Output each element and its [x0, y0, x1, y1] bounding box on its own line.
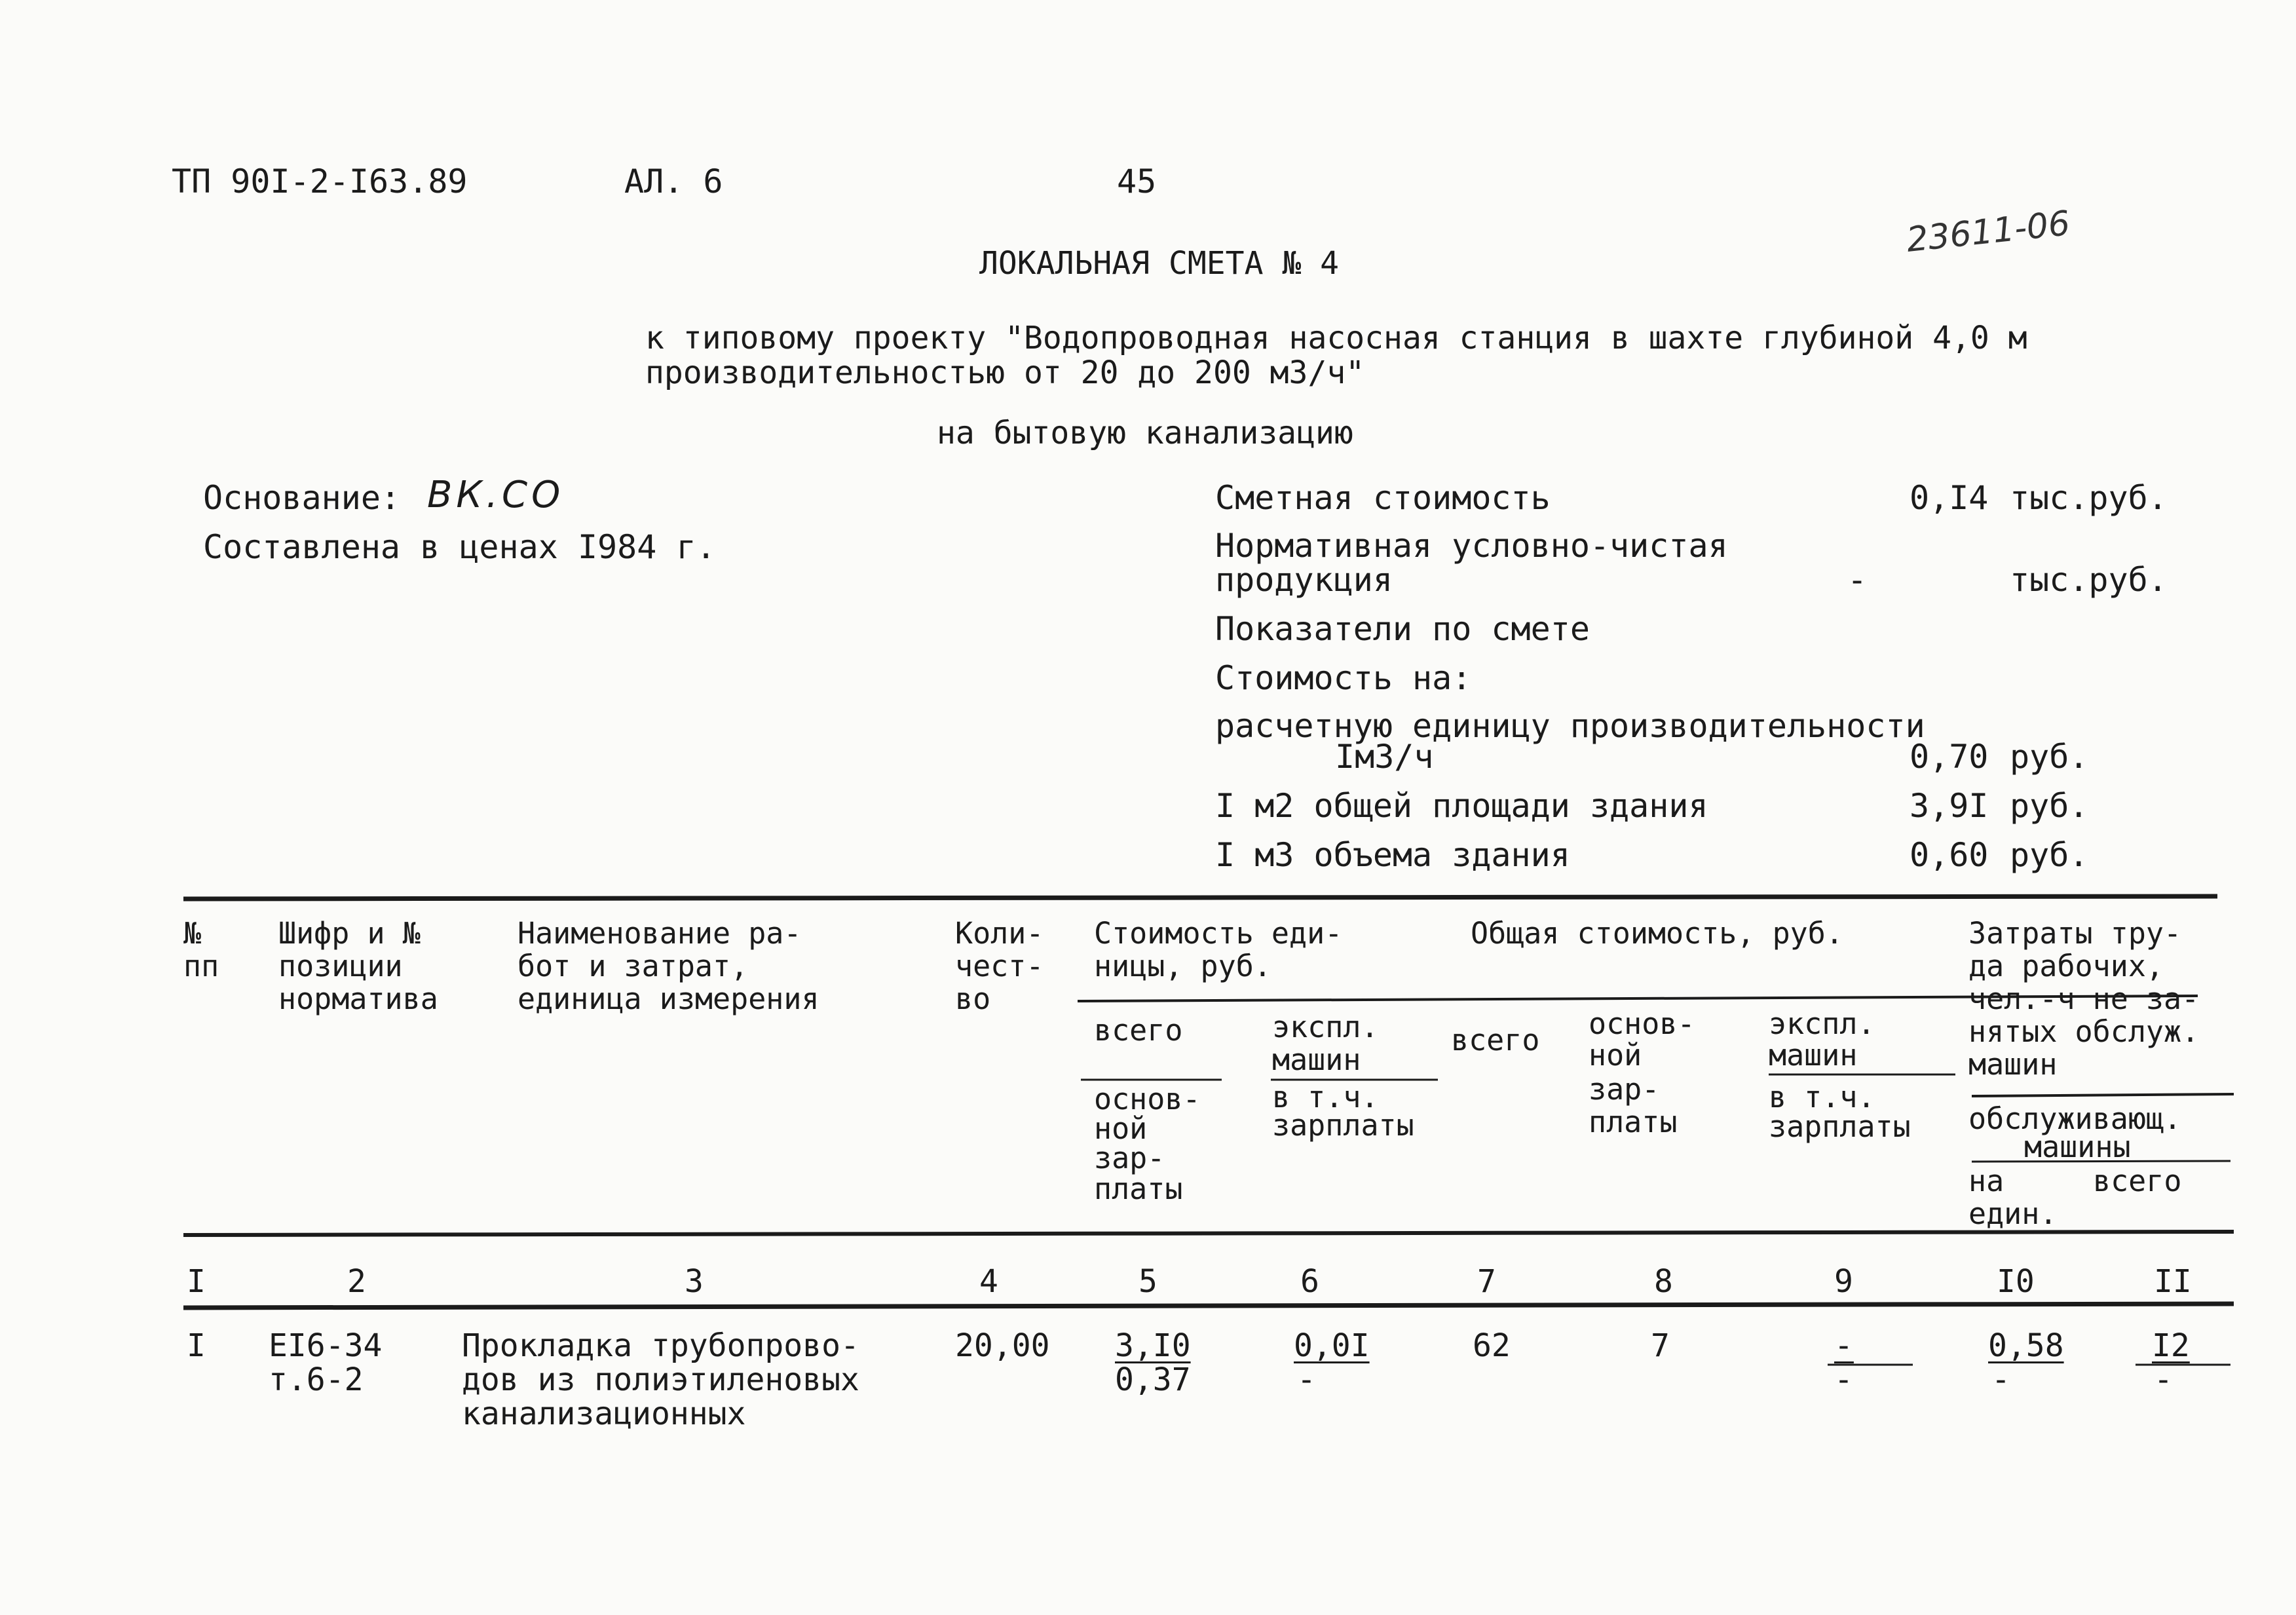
hdr-unit-wage-2: зарплаты	[1272, 1108, 1414, 1143]
area-unit: руб.	[2010, 787, 2089, 825]
hdr-labor-4: нятых обслуж.	[1968, 1014, 2200, 1049]
hdr-unit-mach-2: машин	[1272, 1042, 1361, 1077]
col-num-7: 7	[1477, 1263, 1496, 1300]
prices-note: Составлена в ценах I984 г.	[203, 528, 716, 566]
col-num-5: 5	[1139, 1263, 1157, 1300]
hdr-total-cost: Общая стоимость, руб.	[1471, 916, 1843, 951]
hdr-unit-all: всего	[1094, 1013, 1183, 1048]
basis-label: Основание:	[203, 479, 401, 517]
hdr-unit-wage-1: в т.ч.	[1272, 1080, 1379, 1114]
row-code-1: EI6-34	[269, 1327, 383, 1364]
hdr-per-unit-2: един.	[1968, 1196, 2058, 1231]
indicators-label: Показатели по смете	[1215, 610, 1590, 648]
hdr-code-2: позиции	[278, 949, 403, 983]
row-total-wage: -	[1834, 1361, 1853, 1398]
hdr-total-base-2: ной	[1589, 1038, 1642, 1073]
title-line-1: к типовому проекту "Водопроводная насосная станция в шахте глубиной 4,0 м	[645, 320, 2027, 356]
row-unit-base: 0,37	[1115, 1361, 1191, 1398]
hdr-qty-3: во	[955, 981, 991, 1016]
row-total-all: 62	[1473, 1327, 1511, 1364]
hdr-labor-3: чел.-ч не за-	[1968, 981, 2200, 1016]
row-name-3: канализационных	[462, 1396, 746, 1432]
row-labor-total-sub: -	[2154, 1361, 2173, 1398]
hdr-labor-2: да рабочих,	[1968, 949, 2164, 983]
hdr-qty-1: Коли-	[955, 916, 1044, 951]
hdr-labor-5: машин	[1968, 1047, 2058, 1082]
hdr-total-wage-1: в т.ч.	[1769, 1080, 1875, 1114]
col-num-2: 2	[347, 1263, 366, 1300]
cost-per-label: Стоимость на:	[1215, 659, 1472, 697]
hdr-name-1: Наименование ра-	[518, 916, 802, 951]
cost-value: 0,I4	[1910, 479, 1989, 517]
hdr-unit-cost-2: ницы, руб.	[1094, 949, 1271, 983]
volume-label: I м3 объема здания	[1215, 836, 1570, 874]
cost-unit: тыс.руб.	[2010, 479, 2168, 517]
col-num-3: 3	[685, 1263, 704, 1300]
npp-label-2: продукция	[1215, 561, 1393, 599]
hdr-code-1: Шифр и №	[278, 916, 421, 951]
area-label: I м2 общей площади здания	[1215, 787, 1708, 825]
row-labor-unit-sub: -	[1991, 1361, 2010, 1398]
title-line-3: на бытовую канализацию	[937, 415, 1353, 451]
col-num-11: II	[2154, 1263, 2192, 1300]
row-num: I	[187, 1327, 206, 1364]
cost-label: Сметная стоимость	[1215, 479, 1551, 517]
hdr-total-base-3: зар-	[1589, 1072, 1660, 1107]
row-unit-all: 3,I0	[1115, 1327, 1191, 1364]
hdr-unit-base-1: основ-	[1094, 1082, 1201, 1116]
title-line-2: производительностью от 20 до 200 м3/ч"	[645, 354, 1365, 391]
row-labor-total: I2	[2152, 1327, 2190, 1364]
row-labor-unit: 0,58	[1988, 1327, 2064, 1364]
unit-prod-unit: руб.	[2010, 738, 2089, 776]
row-total-base: 7	[1651, 1327, 1670, 1364]
col-num-8: 8	[1654, 1263, 1673, 1300]
hdr-total-mach-2: машин	[1769, 1038, 1858, 1073]
hdr-code-3: норматива	[278, 981, 438, 1016]
area-value: 3,9I	[1910, 787, 1989, 825]
hdr-name-2: бот и затрат,	[518, 949, 749, 983]
row-unit-mach: 0,0I	[1294, 1327, 1370, 1364]
volume-unit: руб.	[2010, 836, 2089, 874]
hdr-num-2: пп	[183, 949, 219, 983]
hdr-qty-2: чест-	[955, 949, 1044, 983]
hdr-total-base-4: платы	[1589, 1105, 1678, 1139]
hdr-name-3: единица измерения	[518, 981, 819, 1016]
hdr-total-mach-1: экспл.	[1769, 1006, 1875, 1041]
hdr-labor-1: Затраты тру-	[1968, 916, 2182, 951]
row-name-2: дов из полиэтиленовых	[462, 1361, 859, 1398]
handwritten-reference: 23611-06	[1904, 204, 2072, 260]
npp-value: -	[1847, 561, 1868, 599]
doc-code: ТП 90I-2-I63.89	[172, 162, 468, 200]
row-name-1: Прокладка трубопрово-	[462, 1327, 859, 1364]
hdr-num-1: №	[183, 916, 202, 951]
hdr-total-base-1: основ-	[1589, 1006, 1695, 1041]
hdr-unit-base-4: платы	[1094, 1171, 1183, 1206]
col-num-4: 4	[979, 1263, 998, 1300]
col-num-10: I0	[1997, 1263, 2035, 1300]
unit-prod-value: 0,70	[1910, 738, 1989, 776]
row-total-mach: -	[1834, 1327, 1854, 1364]
npp-label-1: Нормативная условно-чистая	[1215, 527, 1728, 565]
sheet-label: АЛ. 6	[624, 162, 723, 200]
unit-prod-label-2: Iм3/ч	[1335, 738, 1434, 776]
hdr-serv-1: обслуживающ.	[1968, 1101, 2182, 1136]
hdr-total-all: всего	[1451, 1023, 1540, 1057]
hdr-unit-cost-1: Стоимость еди-	[1094, 916, 1343, 951]
col-num-9: 9	[1834, 1263, 1853, 1300]
basis-value: ВК.СО	[427, 474, 565, 516]
row-qty: 20,00	[955, 1327, 1050, 1364]
unit-prod-label-1: расчетную единицу производительности	[1215, 707, 1925, 745]
page-number: 45	[1117, 162, 1157, 200]
hdr-unit-base-3: зар-	[1094, 1141, 1165, 1175]
col-num-1: I	[187, 1263, 206, 1300]
col-num-6: 6	[1300, 1263, 1319, 1300]
hdr-per-unit-1: на	[1968, 1164, 2004, 1198]
hdr-unit-base-2: ной	[1094, 1111, 1148, 1146]
row-code-2: т.6-2	[269, 1361, 364, 1398]
hdr-serv-total: всего	[2093, 1164, 2182, 1198]
volume-value: 0,60	[1910, 836, 1989, 874]
hdr-unit-mach-1: экспл.	[1272, 1010, 1379, 1044]
hdr-total-wage-2: зарплаты	[1769, 1109, 1911, 1144]
npp-unit: тыс.руб.	[2010, 561, 2168, 599]
hdr-serv-2: машины	[2024, 1130, 2131, 1164]
doc-title: ЛОКАЛЬНАЯ СМЕТА № 4	[979, 245, 1340, 282]
row-unit-wage: -	[1297, 1361, 1316, 1398]
